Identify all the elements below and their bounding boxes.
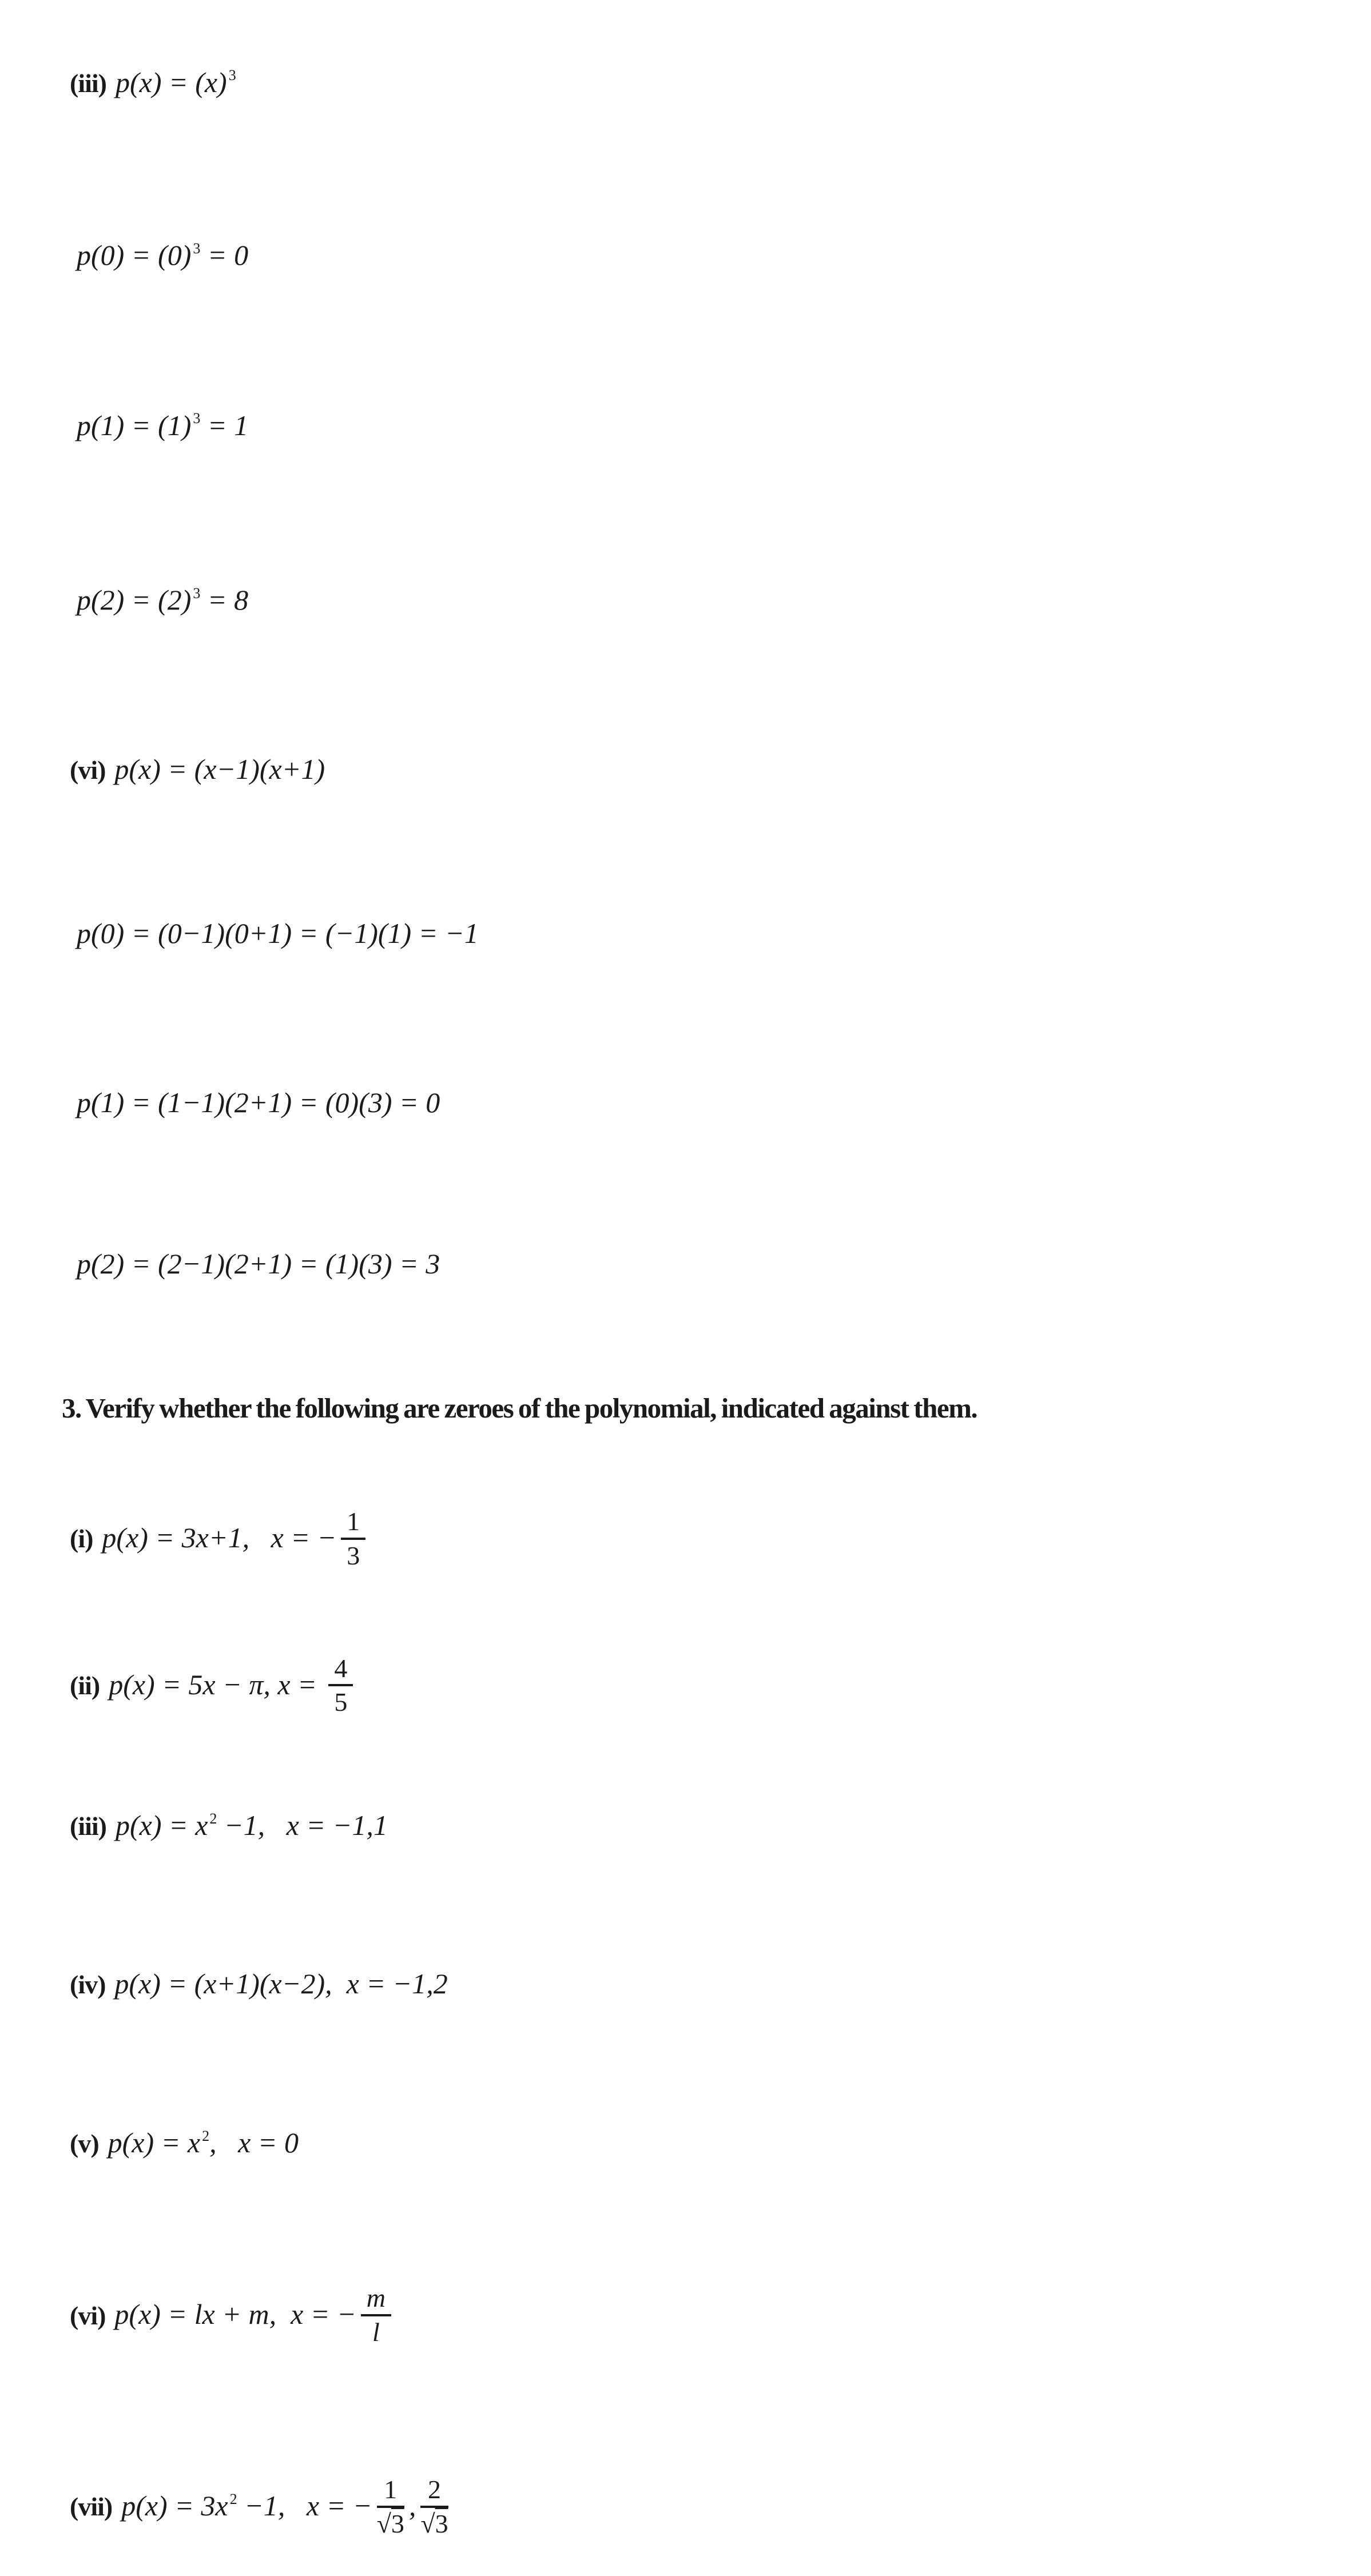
- radical-sign: √: [420, 2509, 435, 2538]
- exponent: 3: [228, 67, 236, 84]
- part-label: (iv): [70, 1970, 106, 2000]
- solution-pvi-eval-1: [48, 1049, 1337, 1156]
- solution-piii-eval-0: [48, 202, 1337, 309]
- radicand: 3: [435, 2509, 448, 2538]
- solution-piii-eval-1: [48, 372, 1337, 479]
- radical-sign: √: [376, 2509, 391, 2538]
- question3-item-iii: [41, 1771, 1337, 1879]
- fraction-denominator: 3: [347, 1540, 360, 1570]
- fraction: [328, 1654, 353, 1717]
- math-text: p(1) = (1−1)(2+1) = (0)(3) = 0: [77, 1086, 440, 1118]
- math-text: , x = 0: [209, 2126, 299, 2159]
- math-text: = 1: [200, 409, 249, 441]
- solution-pvi-eval-2: [48, 1211, 1337, 1318]
- fraction-numerator: m: [361, 2284, 391, 2316]
- fraction-denominator: 5: [334, 1687, 348, 1717]
- math-text: p(0) = (0−1)(0+1) = (−1)(1) = −1: [77, 917, 479, 949]
- fraction-numerator: 1: [341, 1507, 365, 1540]
- fraction-denominator: l: [372, 2318, 380, 2347]
- solution-pvi-definition: [41, 715, 1337, 823]
- math-text: p(1) = (1): [77, 409, 192, 441]
- exponent: 2: [209, 1810, 217, 1827]
- solution-piii-eval-2: [48, 547, 1337, 654]
- part-label: (i): [70, 1524, 93, 1554]
- math-text: −1, x = −: [237, 2489, 372, 2522]
- part-label: (v): [70, 2128, 99, 2158]
- math-text: p(0) = (0): [77, 239, 192, 271]
- fraction: [341, 1507, 365, 1570]
- fraction: [377, 2475, 404, 2538]
- fraction-numerator: 2: [420, 2475, 448, 2508]
- exponent: 2: [202, 2127, 210, 2144]
- math-text: p(x) = (x): [115, 66, 227, 98]
- math-text: = 0: [200, 239, 249, 271]
- exponent: 2: [229, 2490, 237, 2507]
- exponent: 3: [193, 410, 201, 427]
- math-text: p(2) = (2): [77, 584, 192, 616]
- solution-pvi-eval-0: [48, 880, 1337, 988]
- math-text: p(2) = (2−1)(2+1) = (1)(3) = 3: [77, 1248, 440, 1280]
- part-label: (iii): [70, 1811, 106, 1841]
- exponent: 3: [193, 584, 201, 602]
- fraction-separator: ,: [408, 2489, 416, 2522]
- radicand: 3: [391, 2509, 404, 2538]
- part-label: (vi): [70, 755, 106, 785]
- fraction: [420, 2475, 448, 2538]
- math-text: p(x) = x: [108, 2126, 201, 2159]
- fraction-denominator: [420, 2508, 448, 2538]
- math-text: −1, x = −1,1: [217, 1809, 388, 1841]
- part-label: (vii): [70, 2491, 113, 2521]
- fraction: [361, 2284, 391, 2346]
- math-text: p(x) = 5x − π, x =: [109, 1668, 324, 1701]
- fraction-denominator: [377, 2508, 404, 2538]
- part-label: (ii): [70, 1670, 100, 1700]
- question3-item-vii: [41, 2442, 1337, 2575]
- math-text: p(x) = (x−1)(x+1): [114, 753, 325, 785]
- question3-item-i: [41, 1474, 1337, 1608]
- question3-item-iv: [41, 1930, 1337, 2038]
- math-text: = 8: [200, 584, 249, 616]
- math-text: p(x) = (x+1)(x−2), x = −1,2: [114, 1968, 448, 2000]
- question3-item-ii: [41, 1621, 1337, 1754]
- math-text: p(x) = 3x+1, x = −: [102, 1522, 337, 1554]
- math-text: p(x) = 3x: [121, 2489, 228, 2522]
- question3-item-v: [41, 2089, 1337, 2196]
- fraction-numerator: 4: [328, 1654, 353, 1687]
- part-label: (vi): [70, 2300, 106, 2330]
- part-label: (iii): [70, 68, 106, 98]
- math-text: p(x) = x: [115, 1809, 208, 1841]
- fraction-numerator: 1: [377, 2475, 404, 2508]
- question-3-heading: 3. Verify whether the following are zeroes of the polynomial, indicated against them.: [62, 1392, 977, 1424]
- exponent: 3: [193, 240, 201, 257]
- question3-item-vi: [41, 2251, 1337, 2384]
- solution-piii-definition: [41, 29, 1337, 136]
- math-text: p(x) = lx + m, x = −: [114, 2298, 356, 2331]
